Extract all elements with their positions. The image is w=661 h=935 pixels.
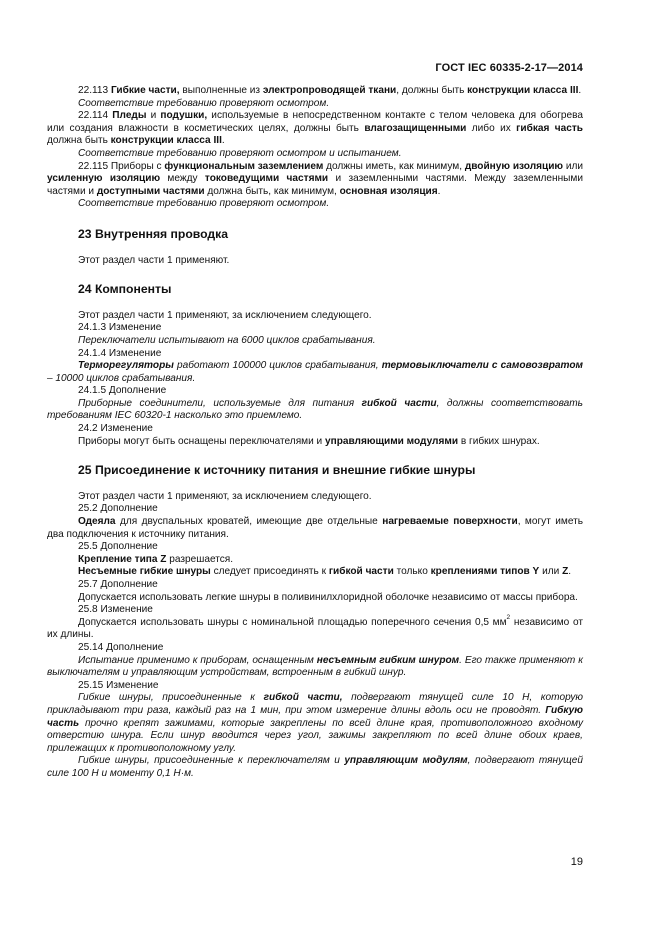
clause-25-14-text: Испытание применимо к приборам, оснащенным несъемным гибким шнуром. Его также применяют к выключателям и управляющим устройствам, встроенным в гибкий шнур. — [47, 654, 583, 679]
clause-22-113: 22.113 Гибкие части, выполненные из электропроводящей ткани, должны быть конструкции класса III. — [78, 85, 582, 96]
clause-25-14-label: 25.14 Дополнение — [78, 641, 164, 653]
clause-25-15-text-1: Гибкие шнуры, присоединенные к гибкой части, подвергают тянущей силе 10 Н, которую прикладывают три раза, каждый раз на 1 мин, при этом измерение длины вдоль оси не проводят. Гибкую часть прочно крепят зажимами, которые закреплены по всей длине края, противоположного входному отверстию шнура. Если шнур вводится через угол, зажимы закрепляют по всей длине обоих краев, прилежащих к противоположному углу. — [47, 692, 583, 754]
clause-22-113-check: Соответствие требованию проверяют осмотром. — [78, 97, 330, 109]
clause-24-1-5-label: 24.1.5 Дополнение — [78, 385, 167, 397]
clause-22-115-check: Соответствие требованию проверяют осмотром. — [78, 198, 330, 210]
clause-25-15-label: 25.15 Изменение — [78, 679, 159, 691]
clause-24-1-3-text: Переключатели испытывают на 6000 циклов срабатывания. — [78, 334, 376, 346]
clause-24-1-4-label: 24.1.4 Изменение — [78, 347, 162, 359]
clause-25-7-label: 25.7 Дополнение — [78, 579, 158, 590]
clause-25-5-label: 25.5 Дополнение — [78, 541, 158, 553]
clause-22-115: 22.115 Приборы с функциональным заземлением должны иметь, как минимум, двойную изоляцию или усиленную изоляцию между токоведущими частями и заземленными частями. Между заземленными частями и доступными частями должна быть, как минимум, основная изоляция. — [47, 160, 584, 197]
clause-25-5-text-1: Крепление типа Z разрешается. — [78, 553, 234, 565]
clause-25-8-text: Допускается использовать шнуры с номинальной площадью поперечного сечения 0,5 $мм^2$ независимо от их длины. — [47, 614, 583, 641]
document-header: ГОСТ IEC 60335-2-17—2014 — [435, 62, 583, 74]
section-25-intro: Этот раздел части 1 применяют, за исключением следующего. — [78, 490, 372, 502]
section-23-heading: 23 Внутренняя проводка — [78, 226, 229, 241]
clause-25-2-label: 25.2 Дополнение — [78, 503, 158, 515]
clause-24-1-4-text: Терморегуляторы работают 100000 циклов срабатывания, термовыключатели с самовозвратом – 10000 циклов срабатывания. — [47, 360, 583, 384]
page-content — [47, 85, 583, 781]
page-number: 19 — [570, 856, 583, 868]
clause-22-114-check: Соответствие требованию проверяют осмотром и испытанием. — [78, 147, 402, 159]
clause-24-1-3-label: 24.1.3 Изменение — [78, 322, 162, 334]
clause-25-15-text-2: Гибкие шнуры, присоединенные к переключателям и управляющим модулям, подвергают тянущей силе 100 Н и моменту 0,1 Н·м. — [47, 755, 583, 779]
section-25-heading: 25 Присоединение к источнику питания и внешние гибкие шнуры — [78, 463, 476, 478]
clause-25-8-label: 25.8 Изменение — [78, 604, 153, 616]
clause-25-5-text-2: Несъемные гибкие шнуры следует присоединять к гибкой части только креплениями типов Y или Z. — [78, 566, 572, 578]
clause-25-2-text: Одеяла для двуспальных кроватей, имеющие две отдельные нагреваемые поверхности, могут иметь два подключения к источнику питания. — [47, 516, 583, 540]
clause-24-1-5-text: Приборные соединители, используемые для питания гибкой части, должны соответствовать требованиям IEC 60320-1 насколько это приемлемо. — [47, 397, 583, 422]
clause-25-7-text: Допускается использовать легкие шнуры в поливинилхлоридной оболочке независимо от массы прибора. — [78, 591, 578, 603]
section-24-heading: 24 Компоненты — [78, 282, 172, 297]
clause-24-2-text: Приборы могут быть оснащены переключателями и управляющими модулями в гибких шнурах. — [78, 435, 540, 447]
section-24-intro: Этот раздел части 1 применяют, за исключением следующего. — [78, 309, 372, 321]
clause-24-2-label: 24.2 Изменение — [78, 423, 153, 435]
clause-22-114: 22.114 Пледы и подушки, используемые в непосредственном контакте с телом человека для обогрева или создания влажности в косметических целях, должны быть влагозащищенными либо их гибкая часть должна быть конструкции класса III. — [47, 110, 583, 147]
section-23-text: Этот раздел части 1 применяют. — [78, 254, 230, 266]
